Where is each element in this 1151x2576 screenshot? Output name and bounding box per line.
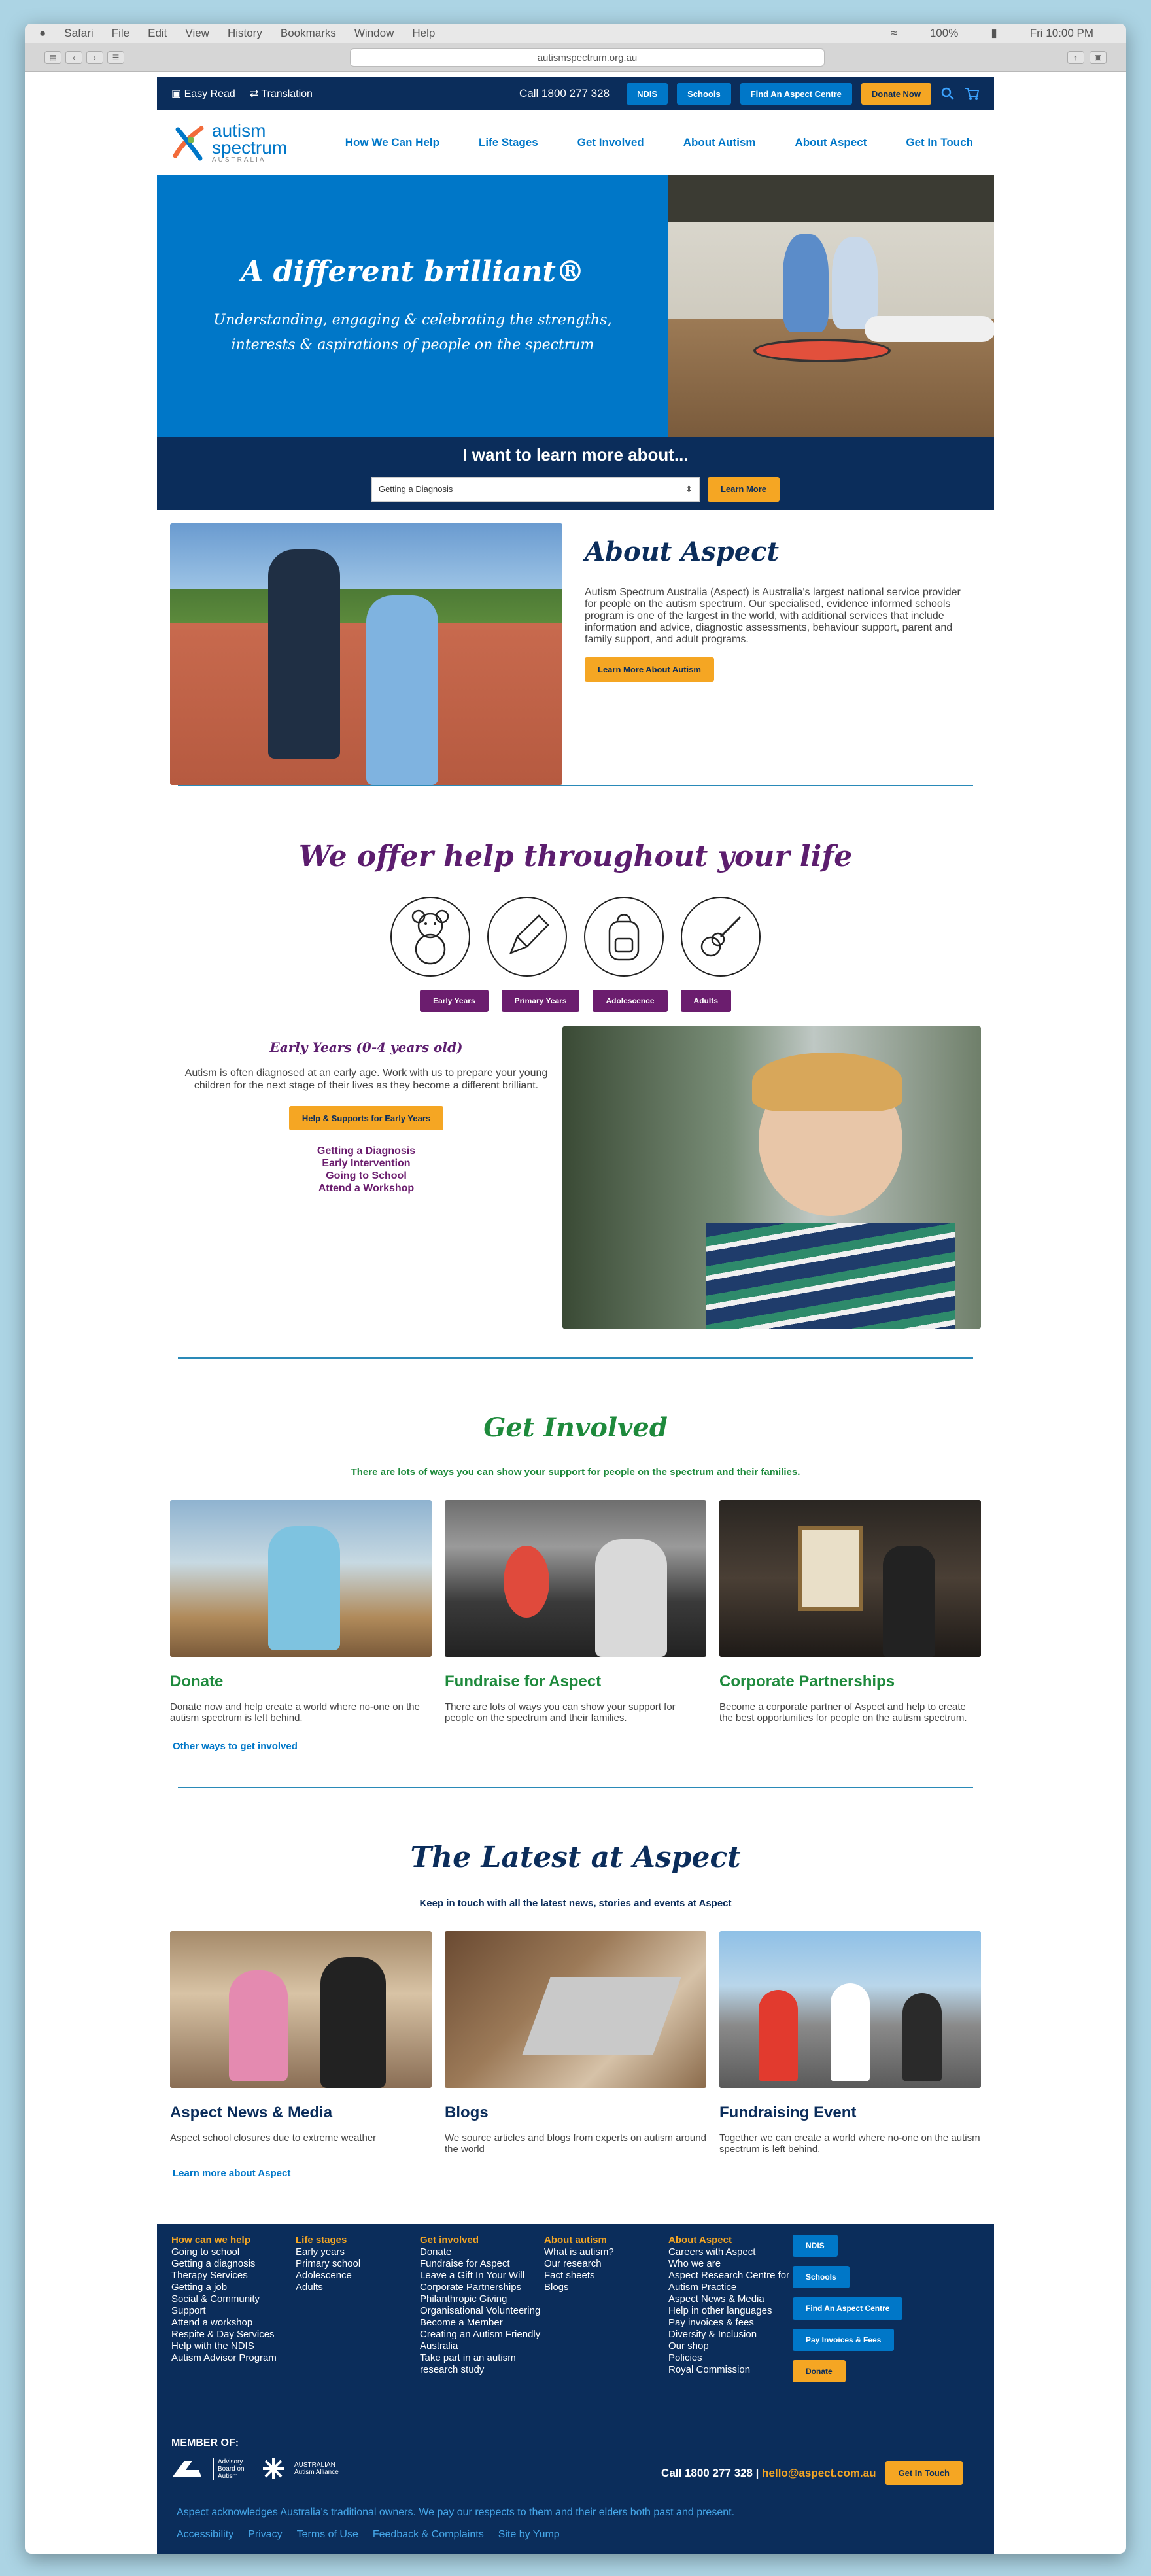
donate-now-button[interactable]: Donate Now [861, 83, 931, 105]
menu-app[interactable]: Safari [64, 27, 94, 39]
footer-link[interactable]: Aspect News & Media [668, 2293, 764, 2305]
schools-button[interactable]: Schools [677, 83, 731, 105]
wifi-icon[interactable]: ≈ [891, 27, 897, 39]
footer-link[interactable]: Adults [296, 2282, 323, 2293]
footer-link[interactable]: Organisational Volunteering [420, 2305, 541, 2316]
footer-pay-invoices-button[interactable]: Pay Invoices & Fees [793, 2329, 894, 2351]
main-nav [157, 110, 994, 175]
footer-link[interactable]: Going to school [171, 2246, 240, 2257]
card-donate-text: Donate now and help create a world where no-one on the autism spectrum is left behind. [170, 1701, 420, 1724]
footer-link[interactable]: Who we are [668, 2258, 721, 2269]
learn-more-about-autism-button[interactable]: Learn More About Autism [585, 657, 714, 682]
footer-link[interactable]: Policies [668, 2352, 702, 2363]
card-fundraise-text: There are lots of ways you can show your support for people on the spectrum and their families. [445, 1701, 676, 1724]
footer-link[interactable]: Creating an Autism Friendly Australia [420, 2329, 541, 2352]
card-corporate-text: Become a corporate partner of Aspect and help to create the best opportunities for people on the autism spectrum. [719, 1701, 967, 1724]
photo-boy-figure [268, 1526, 340, 1650]
battery-status[interactable]: 100% [929, 27, 959, 39]
backpack-icon[interactable] [584, 897, 664, 977]
card-event-text: Together we can create a world where no-one on the autism spectrum is left behind. [719, 2132, 980, 2155]
advisory-board-logo-text: Advisory Board on Autism [213, 2458, 252, 2480]
teddy-bear-icon[interactable] [390, 897, 470, 977]
menu-history[interactable]: History [227, 27, 262, 39]
early-body: Autism is often diagnosed at an early age. Work with us to prepare your young children for the next stage of their lives as they become a different brilliant. [184, 1068, 548, 1091]
footer-link[interactable]: Early years [296, 2246, 345, 2257]
footer-col-about-aspect [668, 2235, 793, 2382]
card-news-text: Aspect school closures due to extreme weather [170, 2132, 377, 2144]
about-section [157, 510, 994, 778]
footer-link[interactable]: Getting a job [171, 2282, 228, 2293]
event-photo [719, 1931, 981, 2088]
card-blogs-text: We source articles and blogs from experts on autism around the world [445, 2132, 706, 2155]
card-news[interactable] [170, 1931, 432, 2155]
phone-link[interactable]: Call 1800 277 328 [519, 87, 610, 99]
advisory-board-logo-icon [171, 2457, 204, 2480]
divider [178, 1787, 973, 1788]
cart-icon[interactable] [964, 86, 980, 101]
easy-read-link[interactable]: ▣ Easy Read [171, 88, 235, 99]
stage-adults-button[interactable]: Adults [681, 990, 731, 1012]
footer-link[interactable]: Therapy Services [171, 2270, 248, 2281]
latest-section [157, 1841, 994, 2179]
news-photo [170, 1931, 432, 2088]
card-blogs[interactable] [445, 1931, 706, 2155]
footer-link[interactable]: Pay invoices & fees [668, 2317, 754, 2328]
footer-site-by-link[interactable]: Site by Yump [498, 2529, 560, 2540]
footer-feedback-link[interactable]: Feedback & Complaints [372, 2529, 484, 2540]
footer-link[interactable]: Fundraise for Aspect [420, 2258, 510, 2269]
life-stages-section [157, 840, 994, 1012]
book-icon: ▣ [171, 88, 184, 99]
card-fundraise[interactable] [445, 1500, 706, 1724]
card-blogs-title: Blogs [445, 2104, 489, 2121]
photo-runner-figure [831, 1983, 870, 2081]
footer-link[interactable]: Respite & Day Services [171, 2329, 275, 2340]
stage-early-years-button[interactable]: Early Years [420, 990, 489, 1012]
autism-alliance-logo-text: AUSTRALIAN Autism Alliance [294, 2462, 339, 2476]
logo-figure-icon [171, 123, 205, 162]
early-years-photo [562, 1026, 981, 1329]
footer-col-title: About autism [544, 2235, 607, 2246]
hero-swing [753, 339, 891, 362]
card-fundraising-event[interactable] [719, 1931, 981, 2155]
member-logos [171, 2457, 353, 2480]
learn-heading: I want to learn more about... [462, 445, 689, 464]
about-photo-running-track [170, 523, 562, 785]
footer-link[interactable]: Primary school [296, 2258, 361, 2269]
pencil-icon[interactable] [487, 897, 567, 977]
menu-view[interactable]: View [185, 27, 209, 39]
browser-toolbar [25, 43, 1126, 72]
hero-banner [157, 175, 994, 437]
early-years-support-button[interactable]: Help & Supports for Early Years [289, 1106, 443, 1130]
footer-col-title: Life stages [296, 2235, 347, 2246]
photo-presenter-figure [883, 1546, 935, 1657]
footer-col-about-autism [544, 2235, 668, 2382]
other-ways-link[interactable]: Other ways to get involved [173, 1741, 298, 1752]
footer-col-title: Get involved [420, 2235, 479, 2246]
sidebar-icon[interactable]: ▤ [44, 51, 61, 64]
card-donate-title: Donate [170, 1673, 224, 1690]
footer-legal-links [177, 2529, 560, 2541]
footer-link[interactable]: Careers with Aspect [668, 2246, 756, 2257]
select-arrows-icon: ⇕ [685, 484, 693, 494]
divider [178, 785, 973, 786]
about-body: Autism Spectrum Australia (Aspect) is Australia's largest national service provider for people on the autism spectrum. Our specialised, evidence informed schools program is one of the largest in the world, with additional services that include information and advice, diagnostic assessments, behaviour support, parent and family support, and adult programs. [585, 587, 961, 645]
photo-runner-figure [595, 1539, 667, 1657]
ndis-button[interactable]: NDIS [627, 83, 668, 105]
involved-tagline: There are lots of ways you can show your support for people on the spectrum and their families. [351, 1467, 800, 1478]
footer-link[interactable]: Diversity & Inclusion [668, 2329, 757, 2340]
footer-col-help [171, 2235, 296, 2382]
early-heading: Early Years (0-4 years old) [269, 1039, 463, 1055]
logo-line-1: autism [212, 120, 266, 141]
nav-how-we-can-help[interactable]: How We Can Help [345, 136, 439, 148]
footer-terms-link[interactable]: Terms of Use [296, 2529, 358, 2540]
footer-link[interactable]: What is autism? [544, 2246, 614, 2257]
learn-more-about-aspect-link[interactable]: Learn more about Aspect [173, 2168, 291, 2179]
logo-line-3: AUSTRALIA [212, 156, 266, 164]
menu-file[interactable]: File [111, 27, 130, 39]
photo-laptop [522, 1977, 681, 2055]
footer-link[interactable]: Royal Commission [668, 2364, 751, 2375]
nav-life-stages[interactable]: Life Stages [478, 136, 538, 148]
translate-icon: ⇄ [249, 88, 262, 99]
menu-bookmarks[interactable]: Bookmarks [280, 27, 336, 39]
footer-link[interactable]: Autism Advisor Program [171, 2352, 277, 2363]
early-link-workshop[interactable]: Attend a Workshop [318, 1183, 415, 1194]
card-event-title: Fundraising Event [719, 2104, 857, 2121]
card-news-title: Aspect News & Media [170, 2104, 333, 2121]
photo-runner-figure [902, 1993, 942, 2081]
footer-link[interactable]: Adolescence [296, 2270, 352, 2281]
footer-link[interactable]: Take part in an autism research study [420, 2352, 516, 2375]
stage-primary-years-button[interactable]: Primary Years [502, 990, 580, 1012]
nav-about-aspect[interactable]: About Aspect [795, 136, 867, 148]
nav-about-autism[interactable]: About Autism [683, 136, 756, 148]
nav-get-in-touch[interactable]: Get In Touch [906, 136, 973, 148]
site-footer [157, 2224, 994, 2554]
photo-balloon-sign [504, 1546, 549, 1618]
back-icon[interactable]: ‹ [65, 51, 82, 64]
hero-subtitle: Understanding, engaging & celebrating the strengths, interests & aspirations of people on the spectrum [213, 311, 612, 353]
forward-icon[interactable]: › [86, 51, 103, 64]
divider [178, 1357, 973, 1359]
footer-link[interactable]: Donate [420, 2246, 452, 2257]
offer-heading: We offer help throughout your life [298, 840, 853, 873]
reader-icon[interactable]: ☰ [107, 51, 124, 64]
footer-col-life-stages [296, 2235, 420, 2382]
hero-child-figure [832, 237, 878, 329]
menu-help[interactable]: Help [412, 27, 436, 39]
footer-col-get-involved [420, 2235, 544, 2382]
footer-link[interactable]: Fact sheets [544, 2270, 595, 2281]
translation-link[interactable]: ⇄ Translation [249, 88, 313, 99]
footer-ndis-button[interactable]: NDIS [793, 2235, 838, 2257]
blogs-photo [445, 1931, 706, 2088]
photo-child-shirt [706, 1223, 955, 1329]
footer-buttons [793, 2235, 902, 2382]
footer-privacy-link[interactable]: Privacy [248, 2529, 283, 2540]
site-logo[interactable] [171, 122, 287, 164]
autism-alliance-logo-icon [262, 2457, 285, 2480]
learn-more-button[interactable]: Learn More [708, 477, 780, 502]
footer-link[interactable]: Help with the NDIS [171, 2341, 254, 2352]
search-icon[interactable] [940, 86, 955, 101]
learn-more-bar [157, 437, 994, 510]
acknowledgement-text: Aspect acknowledges Australia's traditional owners. We pay our respects to them and their elders both past and present. [177, 2507, 735, 2518]
card-corporate-title: Corporate Partnerships [719, 1673, 895, 1690]
footer-link[interactable]: Corporate Partnerships [420, 2282, 522, 2293]
guitar-icon[interactable] [681, 897, 761, 977]
photo-framed-art [798, 1526, 863, 1611]
corporate-photo [719, 1500, 981, 1657]
photo-girl-figure [229, 1970, 288, 2081]
battery-icon[interactable]: ▮ [991, 27, 997, 39]
nav-get-involved[interactable]: Get Involved [577, 136, 644, 148]
latest-tagline: Keep in touch with all the latest news, stories and events at Aspect [419, 1898, 732, 1909]
hero-child-legs [865, 316, 994, 342]
footer-email[interactable]: hello@aspect.com.au [762, 2466, 876, 2479]
footer-link[interactable]: Our research [544, 2258, 602, 2269]
mac-menubar [25, 24, 1126, 43]
latest-heading: The Latest at Aspect [410, 1841, 741, 1874]
donate-photo [170, 1500, 432, 1657]
hero-title: A different brilliant® [241, 254, 585, 288]
footer-link[interactable]: Philanthropic Giving [420, 2293, 507, 2305]
card-donate[interactable] [170, 1500, 432, 1724]
member-of-label: MEMBER OF: [171, 2437, 239, 2448]
find-centre-button[interactable]: Find An Aspect Centre [740, 83, 852, 105]
logo-line-2: spectrum [212, 137, 288, 158]
stage-adolescence-button[interactable]: Adolescence [593, 990, 667, 1012]
topic-select[interactable]: Getting a Diagnosis ⇕ [371, 477, 700, 502]
fundraise-photo [445, 1500, 706, 1657]
get-involved-section [157, 1412, 994, 1752]
website [157, 77, 994, 2554]
menu-window[interactable]: Window [354, 27, 394, 39]
footer-link[interactable]: Aspect Research Centre for Autism Practice [668, 2270, 790, 2293]
footer-link[interactable]: Getting a diagnosis [171, 2258, 256, 2269]
early-link-school[interactable]: Going to School [326, 1170, 407, 1181]
involved-heading: Get Involved [483, 1412, 668, 1443]
footer-contact [661, 2461, 963, 2485]
footer-accessibility-link[interactable]: Accessibility [177, 2529, 234, 2540]
footer-col-title: About Aspect [668, 2235, 732, 2246]
about-heading: About Aspect [585, 536, 779, 567]
hero-photo-swing [668, 175, 994, 437]
get-in-touch-button[interactable]: Get In Touch [885, 2461, 963, 2485]
card-fundraise-title: Fundraise for Aspect [445, 1673, 602, 1690]
utility-bar [157, 77, 994, 110]
photo-child-hair [752, 1053, 902, 1111]
footer-find-centre-button[interactable]: Find An Aspect Centre [793, 2297, 902, 2320]
footer-link[interactable]: Leave a Gift In Your Will [420, 2270, 525, 2281]
footer-phone[interactable]: Call 1800 277 328 | hello@aspect.com.au [661, 2466, 876, 2479]
photo-child-figure [366, 595, 438, 785]
footer-schools-button[interactable]: Schools [793, 2266, 850, 2288]
card-corporate[interactable] [719, 1500, 981, 1724]
clock[interactable]: Fri 10:00 PM [1029, 27, 1093, 39]
footer-link[interactable]: Attend a workshop [171, 2317, 253, 2328]
apple-icon[interactable]: ● [39, 27, 46, 39]
early-link-diagnosis[interactable]: Getting a Diagnosis [317, 1145, 416, 1157]
footer-link[interactable]: Social & Community Support [171, 2293, 260, 2316]
footer-col-title: How can we help [171, 2235, 250, 2246]
photo-runner-figure [759, 1990, 798, 2081]
footer-link[interactable]: Our shop [668, 2341, 709, 2352]
footer-link[interactable]: Help in other languages [668, 2305, 772, 2316]
photo-adult-figure [268, 549, 340, 759]
early-years-panel [157, 1026, 994, 1331]
photo-staff-figure [320, 1957, 386, 2088]
tabs-icon[interactable]: ▣ [1090, 51, 1107, 64]
address-bar[interactable]: autismspectrum.org.au [350, 48, 825, 67]
hero-child-figure [783, 234, 829, 332]
share-icon[interactable]: ↑ [1067, 51, 1084, 64]
footer-link[interactable]: Blogs [544, 2282, 569, 2293]
early-link-intervention[interactable]: Early Intervention [322, 1158, 411, 1169]
footer-donate-button[interactable]: Donate [793, 2360, 846, 2382]
menu-edit[interactable]: Edit [148, 27, 167, 39]
footer-link[interactable]: Become a Member [420, 2317, 503, 2328]
